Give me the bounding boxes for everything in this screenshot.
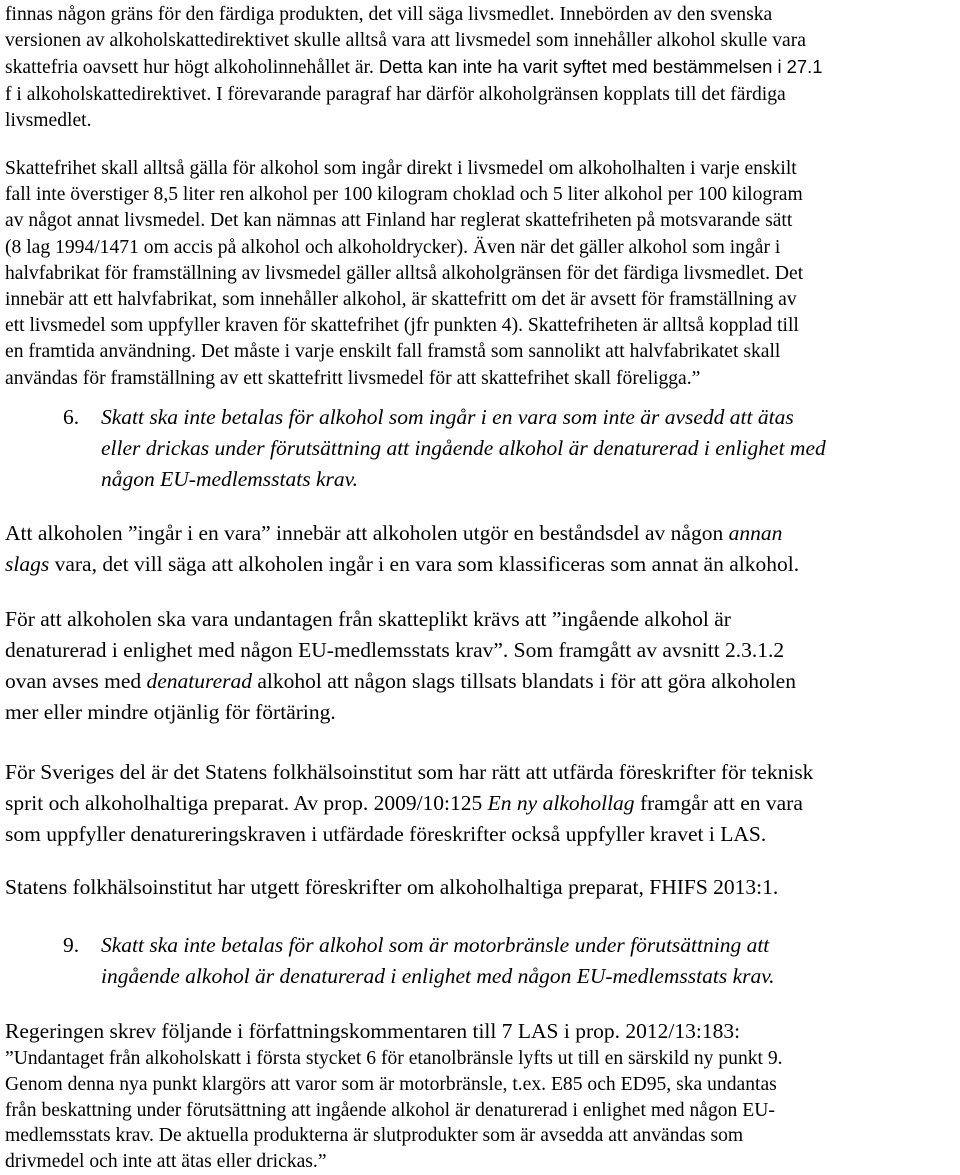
text-line: någon EU-medlemsstats krav.	[101, 467, 358, 491]
emphasis-text: slags	[5, 552, 50, 576]
text-line: ett livsmedel som uppfyller kraven för skattefrihet (jfr punkten 4). Skattefriheten är alltså kopplad till	[5, 315, 799, 337]
numbered-item-6	[0, 402, 960, 502]
text-line	[5, 518, 799, 549]
text-fragment: Att alkoholen ”ingår i en vara” innebär att alkoholen utgör en beståndsdel av någon	[5, 521, 729, 545]
text-line: livsmedlet.	[5, 109, 92, 131]
text-line: Genom denna nya punkt klargörs att varor som är motorbränsle, t.ex. E85 och ED95, ska undantas	[5, 1073, 777, 1095]
sans-text-fragment: Detta kan inte ha varit syftet med bestämmelsen i 27.1	[378, 56, 823, 78]
text-line: drivmedel och inte att ätas eller drickas.”	[5, 1151, 327, 1173]
text-line: som uppfyller denatureringskraven i utfärdade föreskrifter också uppfyller kravet i LAS.	[5, 822, 767, 846]
text-fragment: ovan avses med	[5, 669, 147, 693]
text-line: Skatt ska inte betalas för alkohol som ingår i en vara som inte är avsedd att ätas	[101, 405, 794, 429]
text-line: Skatt ska inte betalas för alkohol som är motorbränsle under förutsättning att	[101, 933, 770, 957]
text-line	[5, 666, 796, 697]
text-line	[5, 54, 822, 81]
text-line: ingående alkohol är denaturerad i enlighet med någon EU-medlemsstats krav.	[101, 964, 775, 988]
text-line: mer eller mindre otjänlig för förtäring.	[5, 700, 336, 724]
quote-block-part3	[5, 1046, 783, 1175]
text-line: Regeringen skrev följande i författningskommentaren till 7 LAS i prop. 2012/13:183:	[5, 1019, 741, 1043]
item-number: 6.	[63, 405, 80, 429]
text-fragment: alkohol att någon slags tillsats blandats i för att göra alkoholen	[252, 669, 796, 693]
text-line: en framtida användning. Det måste i varje enskilt fall framstå som sannolikt att halvfabrikatet skall	[5, 341, 781, 363]
text-line: För att alkoholen ska vara undantagen från skatteplikt krävs att ”ingående alkohol är	[5, 607, 731, 631]
text-fragment: skattefria oavsett hur högt alkoholinnehållet är.	[5, 57, 374, 79]
numbered-item-9	[0, 930, 960, 1000]
text-line	[5, 549, 799, 580]
quote-block-part1	[5, 2, 822, 134]
text-line: eller drickas under förutsättning att ingående alkohol är denaturerad i enlighet med	[101, 436, 826, 460]
text-line: innebär att ett halvfabrikat, som innehåller alkohol, är skattefritt om det är avsett för framställning av	[5, 289, 797, 311]
text-line: fall inte överstiger 8,5 liter ren alkohol per 100 kilogram choklad och 5 liter alkohol per 100 kilogram	[5, 184, 803, 206]
text-line: För Sveriges del är det Statens folkhälsoinstitut som har rätt att utfärda föreskrifter för teknisk	[5, 760, 814, 784]
paragraph-sveriges-del	[5, 757, 813, 850]
item-text	[101, 402, 826, 495]
paragraph-regeringen	[5, 1016, 740, 1047]
text-fragment: vara, det vill säga att alkoholen ingår i en vara som klassificeras som annat än alkohol.	[49, 552, 800, 576]
text-line: från beskattning under förutsättning att ingående alkohol är denaturerad i enlighet med någon EU-	[5, 1099, 775, 1121]
text-line: medlemsstats krav. De aktuella produkterna är slutprodukter som är avsedda att användas som	[5, 1125, 744, 1147]
text-line: versionen av alkoholskattedirektivet skulle alltså vara att livsmedel som innehåller alkohol skulle vara	[5, 30, 806, 52]
text-fragment: framgår att en vara	[634, 791, 803, 815]
emphasis-text: annan	[728, 521, 783, 545]
text-line: finnas någon gräns för den färdiga produkten, det vill säga livsmedlet. Innebörden av den svenska	[5, 4, 773, 25]
text-line: Statens folkhälsoinstitut har utgett föreskrifter om alkoholhaltiga preparat, FHIFS 2013:1.	[5, 875, 779, 899]
paragraph-ingar-i-vara	[5, 518, 799, 580]
text-line: användas för framställning av ett skattefritt livsmedel för att skattefrihet skall föreligga.”	[5, 367, 701, 389]
text-line: (8 lag 1994/1471 om accis på alkohol och alkoholdrycker). Även när det gäller alkohol som ingår i	[5, 236, 781, 258]
quote-block-part2	[5, 156, 803, 392]
text-fragment: sprit och alkoholhaltiga preparat. Av prop. 2009/10:125	[5, 791, 488, 815]
paragraph-fhifs	[5, 872, 778, 903]
emphasis-text: denaturerad	[146, 669, 253, 693]
text-line: Skattefrihet skall alltså gälla för alkohol som ingår direkt i livsmedel om alkoholhalten i varje enskilt	[5, 158, 797, 179]
text-line: denaturerad i enlighet med någon EU-medlemsstats krav”. Som framgått av avsnitt 2.3.1.2	[5, 638, 785, 662]
item-text	[101, 930, 775, 992]
text-line	[5, 788, 813, 819]
item-number: 9.	[63, 933, 80, 957]
text-line: ”Undantaget från alkoholskatt i första stycket 6 för etanolbränsle lyfts ut till en särskild ny punkt 9.	[5, 1048, 783, 1069]
emphasis-text: En ny alkohollag	[487, 791, 635, 815]
text-line: f i alkoholskattedirektivet. I förevarande paragraf har därför alkoholgränsen kopplats till det färdiga	[5, 83, 786, 105]
text-line: halvfabrikat för framställning av livsmedel gäller alltså alkoholgränsen för det färdiga livsmedlet. Det	[5, 262, 804, 284]
paragraph-undantagen	[5, 604, 796, 728]
text-line: av något annat livsmedel. Det kan nämnas att Finland har reglerat skattefriheten på motsvarande sätt	[5, 210, 793, 232]
